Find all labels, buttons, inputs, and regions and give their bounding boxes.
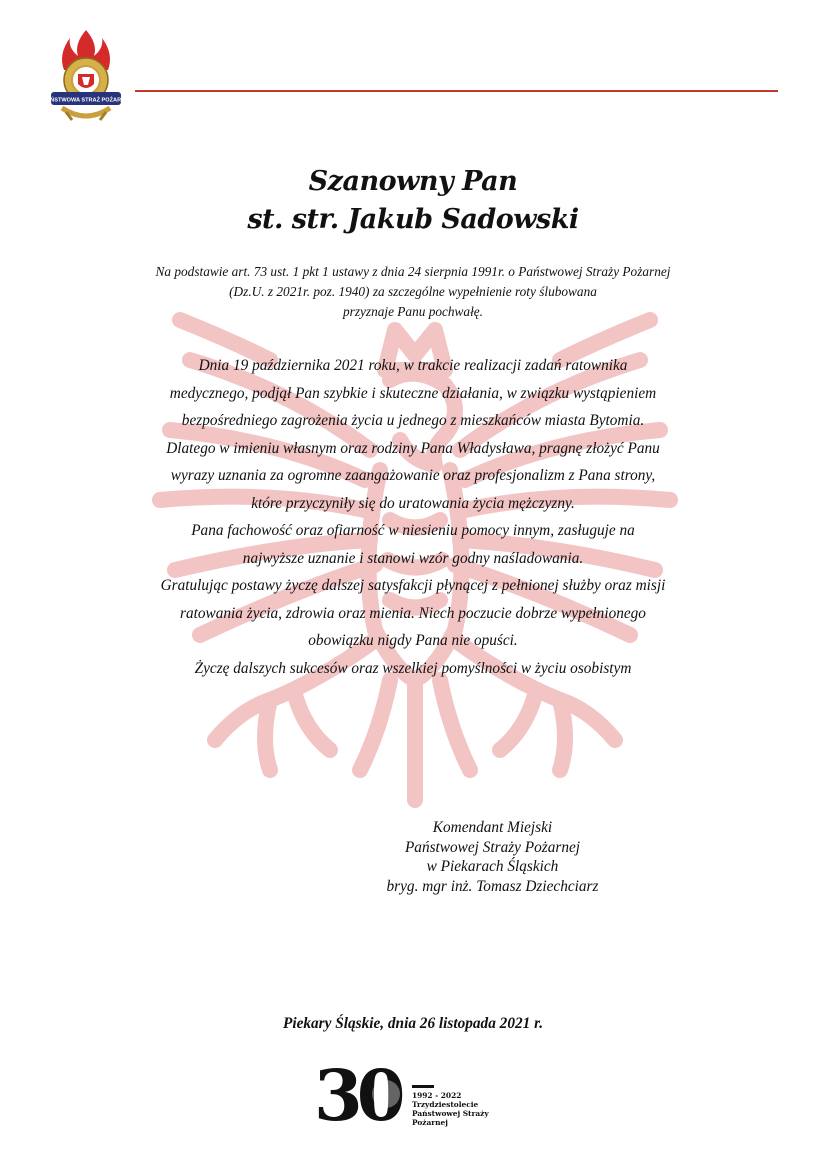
anniversary-line2: Państwowej Straży Pożarnej <box>412 1109 489 1127</box>
anniversary-logo <box>314 1054 524 1137</box>
body-line: bezpośredniego zagrożenia życia u jednego z mieszkańców miasta Bytomia. <box>181 412 645 429</box>
signature-block <box>370 818 615 896</box>
intro-line: przyznaje Panu pochwałę. <box>343 304 483 319</box>
body-line: Dlatego w imieniu własnym oraz rodziny Pana Władysława, pragnę złożyć Panu <box>166 439 660 457</box>
psp-logo-icon <box>42 28 130 124</box>
body-line: Pana fachowość oraz ofiarność w niesieniu pomocy innym, zasługuje na <box>191 522 635 539</box>
body-line: obowiązku nigdy Pana nie opuści. <box>308 632 518 649</box>
logo-text: PAŃSTWOWA STRAŻ POŻARNA <box>42 97 130 104</box>
body-line: wyrazy uznania za ogromne zaangażowanie oraz profesjonalizm z Pana strony, <box>170 467 656 484</box>
letter-body <box>0 352 826 682</box>
signature-line: Komendant Miejski <box>432 819 553 836</box>
signature-line: w Piekarach Śląskich <box>426 858 559 875</box>
body-line: ratowania życia, zdrowia oraz mienia. Niech poczucie dobrze wypełnionego <box>180 604 646 622</box>
body-line: najwyższe uznanie i stanowi wzór godny naśladowania. <box>242 549 584 567</box>
body-line: Dnia 19 października 2021 roku, w trakcie realizacji zadań ratownika <box>198 357 628 374</box>
body-line: medycznego, podjął Pan szybkie i skuteczne działania, w związku wystąpieniem <box>169 384 657 402</box>
title-recipient: st. str. Jakub Sadowski <box>247 204 579 235</box>
anniversary-years: 1992 - 2022 <box>412 1091 462 1100</box>
anniversary-line1: Trzydziestolecie <box>412 1100 479 1109</box>
anniversary-caption <box>412 1091 524 1127</box>
body-line: Życzę dalszych sukcesów oraz wszelkiej pomyślności w życiu osobistym <box>194 659 632 677</box>
title-salutation: Szanowny Pan <box>308 166 518 197</box>
anniversary-number: 30 <box>314 1054 400 1137</box>
signature-line: Państwowej Straży Pożarnej <box>404 838 581 856</box>
body-line: Gratulując postawy życzę dalszej satysfakcji płynącej z pełnionej służby oraz misji <box>160 577 666 594</box>
body-line: które przyczyniły się do uratowania życia mężczyzny. <box>251 494 575 512</box>
header-divider <box>135 90 778 92</box>
intro-line: (Dz.U. z 2021r. poz. 1940) za szczególne wypełnienie roty ślubowana <box>229 284 597 299</box>
intro-paragraph <box>0 262 826 322</box>
date-line: Piekary Śląskie, dnia 26 listopada 2021 r. <box>282 1015 544 1032</box>
intro-line: Na podstawie art. 73 ust. 1 pkt 1 ustawy z dnia 24 sierpnia 1991r. o Państwowej Straży Pożarnej <box>155 264 671 279</box>
signature-line: bryg. mgr inż. Tomasz Dziechciarz <box>386 877 599 895</box>
